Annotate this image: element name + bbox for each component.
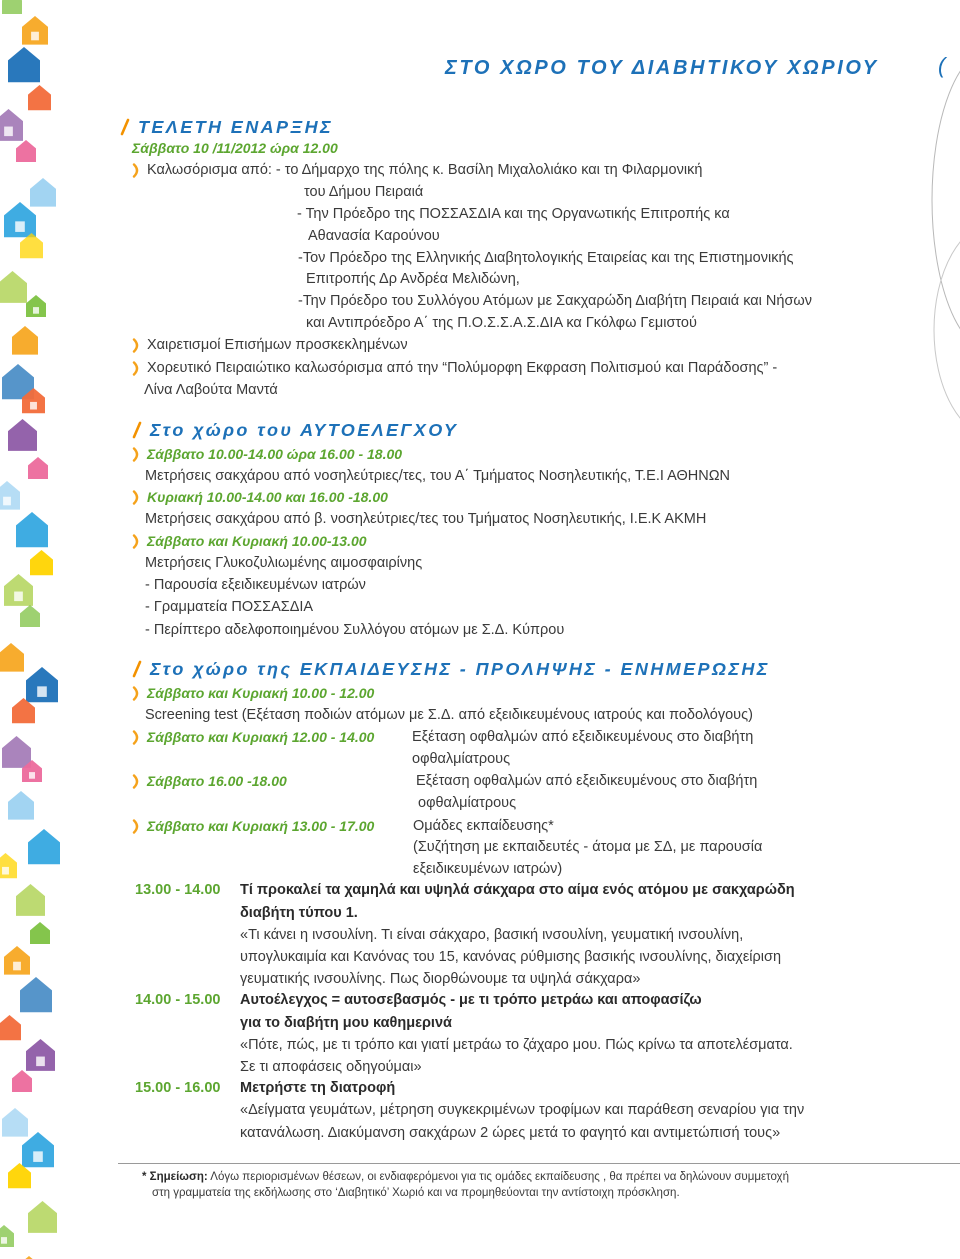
item-text: - Παρουσία εξειδικευμένων ιατρών: [145, 577, 366, 593]
schedule-title: για το διαβήτη μου καθημερινά: [240, 1015, 452, 1031]
time-label: [132, 726, 374, 748]
opening-date: Σάββατο 10 /11/2012 ώρα 12.00: [132, 140, 338, 156]
house-shape: [0, 1015, 21, 1040]
opening-title: ΤΕΛΕΤΗ ΕΝΑΡΞΗΣ: [138, 117, 334, 137]
item-text: Εξέταση οφθαλμών από εξειδικευμένους στο διαβήτη: [412, 729, 754, 745]
schedule-text: κατανάλωση. Διακύμανση σακχάρων 2 ώρες μετά το φαγητό και αντιμετώπισή τους»: [240, 1125, 781, 1141]
bullet-icon: [132, 361, 141, 376]
house-shape: [16, 512, 48, 547]
schedule-title: Αυτοέλεγχος = αυτοσεβασμός - με τι τρόπο μετράω και αποφασίζω: [240, 992, 702, 1008]
house-shape: [28, 457, 48, 479]
bullet-icon: [132, 338, 141, 353]
item-text: (Συζήτηση με εκπαιδευτές - άτομα με ΣΔ, με παρουσία: [413, 839, 763, 855]
item-text: Μετρήσεις Γλυκοζυλιωμένης αιμοσφαιρίνης: [145, 555, 423, 571]
schedule-time: 15.00 - 16.00: [135, 1080, 221, 1096]
bullet-icon: [132, 774, 141, 789]
bullet-icon: [132, 490, 141, 505]
schedule-text: «Τι κάνει η ινσουλίνη. Τι είναι σάκχαρο, βασική ινσουλίνη, γευματική ινσουλίνη,: [240, 927, 744, 943]
list-item: [132, 334, 408, 356]
item-text: οφθαλμίατρους: [412, 751, 511, 767]
house-shape: [2, 0, 22, 14]
schedule-title: Τί προκαλεί τα χαμηλά και υψηλά σάκχαρα στο αίμα ενός ατόμου με σακχαρώδη: [240, 882, 795, 898]
time-label: [132, 815, 374, 837]
footnote-label: * Σημείωση:: [142, 1171, 208, 1183]
house-window-shape: [1, 1237, 7, 1244]
time-label: [132, 530, 367, 552]
item-text: Ομάδες εκπαίδευσης*: [413, 818, 554, 834]
item-text: - Περίπτερο αδελφοποιημένου Συλλόγου ατόμων με Σ.Δ. Κύπρου: [145, 622, 565, 638]
house-window-shape: [30, 402, 37, 410]
welcome-line: - Την Πρόεδρο της ΠΟΣΣΑΣΔΙΑ και της Οργανωτικής Επιτροπής κα: [297, 206, 730, 222]
schedule-text: Σε τι αποφάσεις οδηγούμαι»: [240, 1059, 422, 1075]
house-shape: [20, 605, 40, 627]
welcome-text: Καλωσόρισμα από: - το Δήμαρχο της πόλης κ. Βασίλη Μιχαλολιάκο και τη Φιλαρμονική: [147, 162, 703, 178]
house-window-shape: [37, 686, 47, 697]
self-test-heading: [131, 418, 458, 442]
schedule-title: διαβήτη τύπου 1.: [240, 905, 358, 921]
schedule-time: 13.00 - 14.00: [135, 882, 221, 898]
education-title: Στο χώρο της ΕΚΠΑΙΔΕΥΣΗΣ - ΠΡΟΛΗΨΗΣ - ΕΝΗΜΕΡΩΣΗΣ: [150, 659, 770, 679]
house-window-shape: [15, 221, 25, 232]
time-label-text: Σάββατο και Κυριακή 12.00 - 14.00: [147, 729, 375, 745]
education-heading: [131, 657, 770, 681]
schedule-text: γευματικής ινσουλίνης. Πως διορθώνουμε τα υψηλά σάκχαρα»: [240, 971, 641, 987]
time-label-text: Σάββατο 10.00-14.00 ώρα 16.00 - 18.00: [147, 446, 403, 462]
slash-icon: [119, 118, 130, 136]
house-shape: [30, 550, 53, 575]
header-paren: (: [938, 53, 946, 78]
house-window-shape: [33, 1151, 43, 1162]
house-shape: [12, 1070, 32, 1092]
house-shape: [12, 326, 38, 355]
footnote-line: στη γραμματεία της εκδήλωσης στο ‘Διαβητικό’ Χωριό και να προμηθεύονται την αντίστοιχη πρόσκληση.: [152, 1187, 680, 1199]
arc-shape: [932, 50, 960, 350]
welcome-line: -Τον Πρόεδρο της Ελληνικής Διαβητολογικής Εταιρείας και της Επιστημονικής: [298, 250, 794, 266]
welcome-line: -Την Πρόεδρο του Συλλόγου Ατόμων με Σακχαρώδη Διαβήτη Πειραιά και Νήσων: [298, 293, 812, 309]
house-shape: [30, 922, 50, 944]
greetings-text: Χαιρετισμοί Επισήμων προσκεκλημένων: [147, 337, 408, 353]
bullet-icon: [132, 163, 141, 178]
item-text: Μετρήσεις σακχάρου από β. νοσηλεύτριες/τες του Τμήματος Νοσηλευτικής, Ι.Ε.Κ ΑΚΜΗ: [145, 511, 707, 527]
bullet-icon: [132, 686, 141, 701]
dance-text: Χορευτικό Πειραιώτικο καλωσόρισμα από την “Πολύμορφη Εκφραση Πολιτισμού και Παράδοσης” -: [147, 360, 778, 376]
time-label-text: Κυριακή 10.00-14.00 και 16.00 -18.00: [147, 489, 388, 505]
item-text: Μετρήσεις σακχάρου από νοσηλεύτριες/τες, του Α΄ Τμήματος Νοσηλευτικής, Τ.Ε.Ι ΑΘΗΝΩΝ: [145, 468, 731, 484]
footnote-text: Λόγω περιορισμένων θέσεων, οι ενδιαφερόμενοι για τις ομάδες εκπαίδευσης , θα πρέπει να δηλώνουν συμμετοχή: [210, 1171, 789, 1183]
house-window-shape: [33, 307, 39, 314]
welcome-line: Αθανασία Καρούνου: [308, 228, 440, 244]
self-test-title: Στο χώρο του ΑΥΤΟΕΛΕΓΧΟΥ: [150, 420, 459, 440]
bullet-icon: [132, 819, 141, 834]
item-text: Εξέταση οφθαλμών από εξειδικευμένους στο διαβήτη: [416, 773, 758, 789]
time-label-text: Σάββατο και Κυριακή 13.00 - 17.00: [147, 818, 375, 834]
house-window-shape: [14, 592, 23, 602]
house-shape: [20, 977, 52, 1012]
house-window-shape: [36, 1057, 45, 1067]
item-text: Screening test (Εξέταση ποδιών ατόμων με Σ.Δ. από εξειδικευμένους ιατρούς και ποδολόγους): [145, 707, 753, 723]
welcome-line: του Δήμου Πειραιά: [304, 184, 424, 200]
house-shape: [16, 884, 45, 916]
schedule-time: 14.00 - 15.00: [135, 992, 221, 1008]
house-shape: [28, 85, 51, 110]
house-window-shape: [3, 497, 11, 506]
welcome-line: και Αντιπρόεδρο Α΄ της Π.Ο.Σ.Σ.Α.Σ.ΔΙΑ κα Γκόλφω Γεμιστού: [306, 315, 697, 331]
bullet-icon: [132, 730, 141, 745]
house-shape: [0, 271, 27, 303]
house-shape: [0, 643, 24, 672]
item-text: εξειδικευμένων ιατρών): [413, 861, 563, 877]
house-decoration-column: [0, 0, 60, 1259]
footnote-divider: [118, 1163, 960, 1164]
schedule-text: «Δείγματα γευμάτων, μέτρηση συγκεκριμένων τροφίμων και παράθεση σεναρίου για την: [240, 1102, 805, 1118]
schedule-title: Μετρήστε τη διατροφή: [240, 1080, 396, 1096]
slash-icon: [131, 660, 142, 678]
house-window-shape: [29, 772, 35, 779]
time-label: [132, 443, 402, 465]
bullet-icon: [132, 534, 141, 549]
time-label-text: Σάββατο και Κυριακή 10.00 - 12.00: [147, 685, 375, 701]
schedule-text: υπογλυκαιμία και Κανόνας του 15, κανόνας ρύθμισης βασικής ινσουλίνης, διαχείριση: [240, 949, 782, 965]
item-text: οφθαλμίατρους: [418, 795, 517, 811]
time-label: [132, 486, 388, 508]
slash-icon: [131, 421, 142, 439]
house-shape: [2, 1108, 28, 1137]
house-window-shape: [4, 127, 13, 137]
house-shape: [8, 47, 40, 82]
time-label-text: Σάββατο και Κυριακή 10.00-13.00: [147, 533, 367, 549]
house-shape: [2, 736, 31, 768]
house-window-shape: [13, 962, 21, 971]
house-shape: [16, 140, 36, 162]
time-label: [132, 682, 374, 704]
item-text: - Γραμματεία ΠΟΣΣΑΣΔΙΑ: [145, 599, 314, 615]
dance-performer: Λίνα Λαβούτα Μαντά: [144, 382, 278, 398]
house-shape: [8, 791, 34, 820]
schedule-text: «Πότε, πώς, με τι τρόπο και γιατί μετράω το ζάχαρο μου. Πώς κρίνω τα αποτελέσματα.: [240, 1037, 793, 1053]
bullet-icon: [132, 447, 141, 462]
list-item: [132, 357, 777, 379]
time-label: [132, 770, 287, 792]
house-shape: [8, 419, 37, 451]
arc-shape: [934, 222, 960, 438]
opening-heading: [119, 115, 333, 139]
list-item: [132, 159, 702, 181]
house-shape: [28, 829, 60, 864]
footnote-line: [142, 1169, 789, 1185]
page-title: ΣΤΟ ΧΩΡΟ ΤΟΥ ΔΙΑΒΗΤΙΚΟΥ ΧΩΡΙΟΥ: [445, 57, 879, 79]
time-label-text: Σάββατο 16.00 -18.00: [147, 773, 287, 789]
house-window-shape: [31, 32, 39, 41]
house-shape: [30, 178, 56, 207]
house-shape: [28, 1201, 57, 1233]
house-window-shape: [2, 867, 9, 875]
welcome-line: Επιτροπής Δρ Ανδρέα Μελιδώνη,: [306, 271, 520, 287]
